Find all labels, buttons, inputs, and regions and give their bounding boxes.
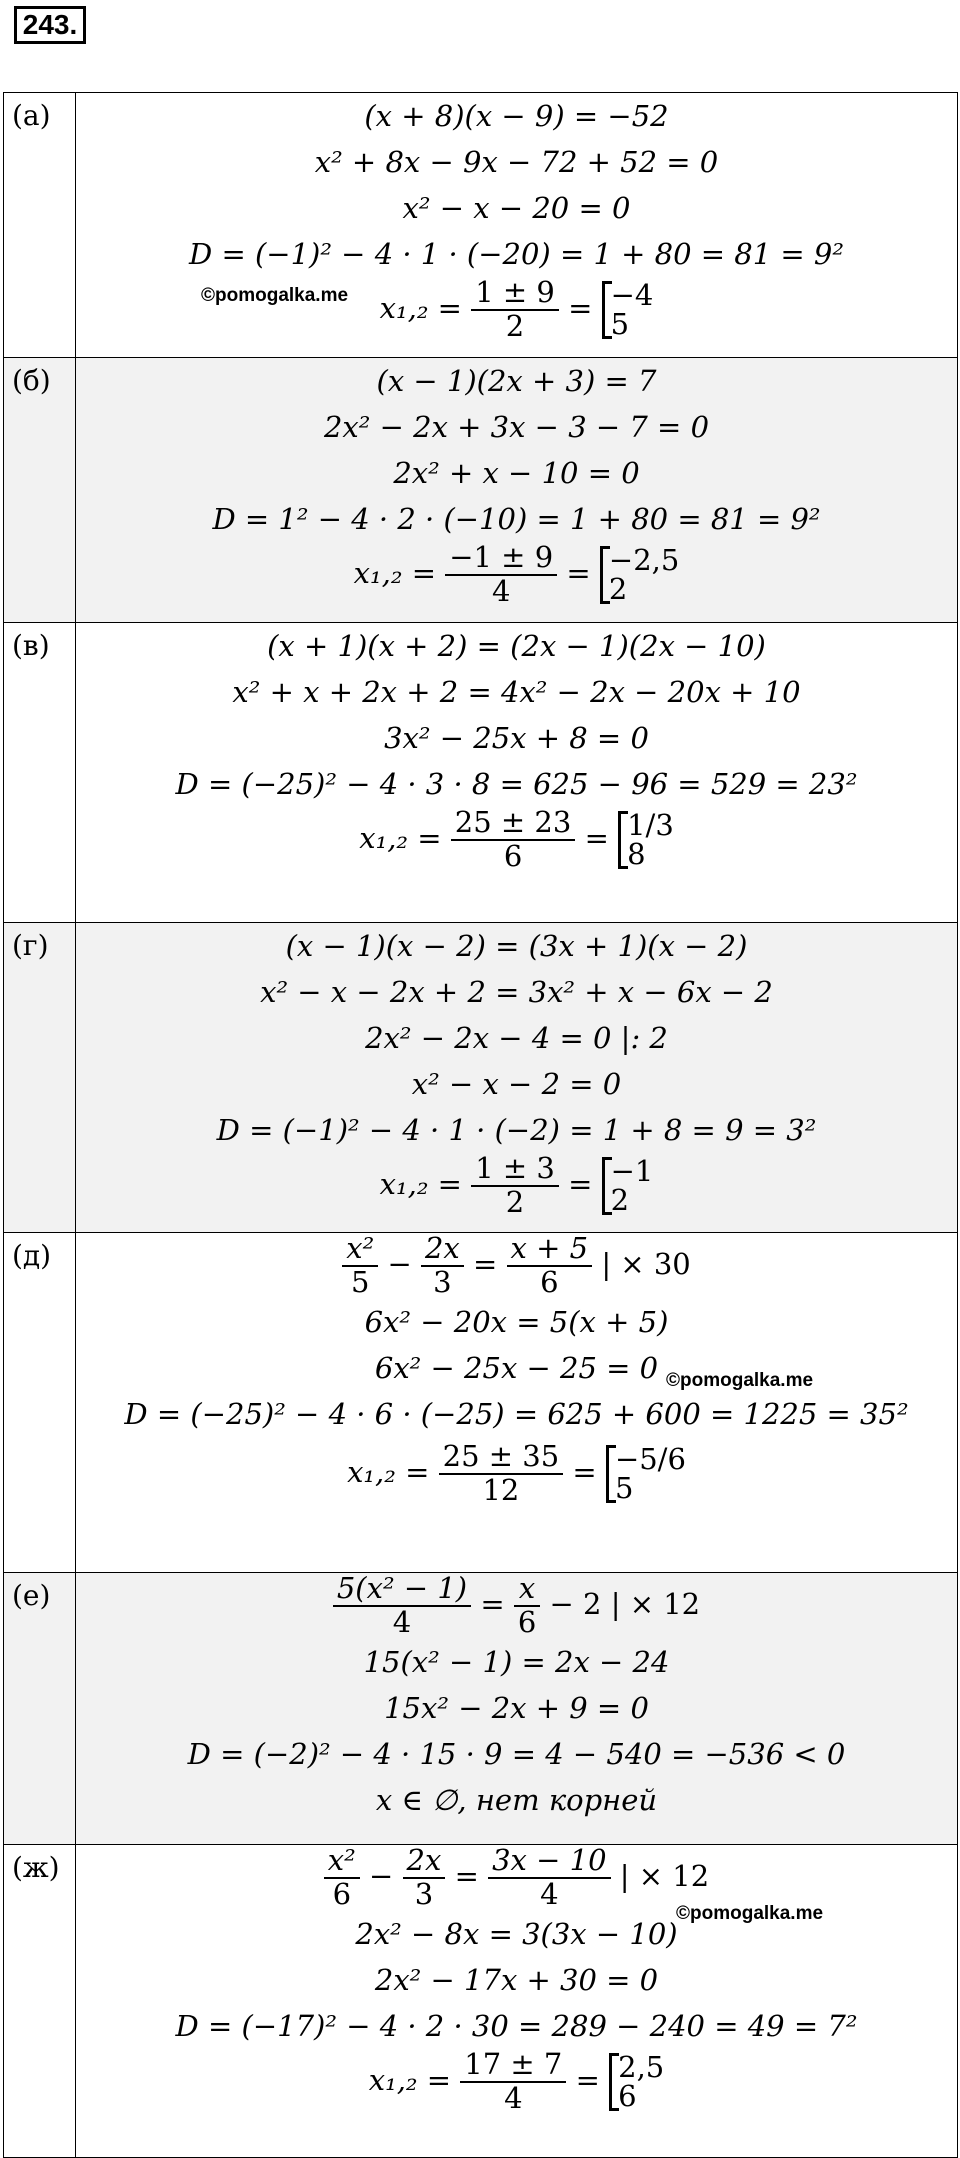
denominator: 6: [332, 1876, 352, 1911]
watermark: ©pomogalka.me: [676, 1903, 824, 1924]
root-value: 8: [627, 836, 646, 871]
numerator: x²: [342, 1233, 378, 1267]
roots-bracket: [602, 1153, 654, 1217]
numerator: 17 ± 7: [460, 2049, 566, 2083]
equation-line: 6x² − 25x − 25 = 0: [374, 1350, 659, 1385]
fraction: [488, 1845, 610, 1911]
roots-bracket: [618, 807, 674, 871]
numerator: −1 ± 9: [445, 542, 557, 576]
equation-line: D = (−17)² − 4 · 2 · 30 = 289 − 240 = 49 = 7²: [175, 2008, 858, 2043]
numerator: 2x: [403, 1845, 446, 1879]
equation-line: D = (−2)² − 4 · 15 · 9 = 4 − 540 = −536 < 0: [187, 1736, 846, 1771]
head-equation: [76, 1233, 957, 1299]
denominator: 4: [540, 1876, 559, 1911]
denominator: 4: [491, 573, 511, 608]
numerator: 1 ± 9: [471, 277, 559, 311]
equation-line: 2x² − 2x + 3x − 3 − 7 = 0: [323, 410, 710, 444]
equation-line: 3x² − 25x + 8 = 0: [384, 721, 649, 755]
part-label: (ж): [4, 1845, 76, 2158]
fraction: [514, 1573, 540, 1639]
equation-line: (x + 1)(x + 2) = (2x − 1)(2x − 10): [267, 629, 766, 663]
part-body: [76, 623, 958, 923]
numerator: x + 5: [507, 1233, 593, 1267]
roots-lhs: x₁,₂ =: [368, 2062, 452, 2097]
equation-line: x² − x − 2x + 2 = 3x² + x − 6x − 2: [260, 975, 773, 1009]
denominator: 4: [504, 2080, 523, 2115]
part-body: [76, 1845, 958, 2158]
root-value: 1/3: [627, 807, 674, 842]
operator: −: [369, 1858, 394, 1893]
part-b-row: [4, 358, 958, 623]
roots-fraction: [445, 542, 557, 608]
equation-line: 2x² − 17x + 30 = 0: [374, 1962, 659, 1997]
part-label: (г): [4, 923, 76, 1233]
part-body: [76, 1573, 958, 1845]
part-body: [76, 358, 958, 623]
head-tail: | × 12: [619, 1858, 710, 1893]
root-value: 5: [614, 1470, 634, 1505]
roots-line: x₁,₂ = $\frac{-1 \pm 9}{4}$ = −2,5 2: [353, 540, 680, 608]
denominator: 3: [433, 1264, 452, 1299]
part-a-row: [4, 93, 958, 358]
root-value: −4: [610, 277, 654, 312]
equation-line: (x − 1)(2x + 3) = 7: [376, 364, 657, 398]
roots-line: x₁,₂ = $\frac{1 \pm 3}{2}$ = −1 2: [379, 1151, 654, 1219]
operator: =: [454, 1858, 479, 1893]
part-body: [76, 1233, 958, 1573]
numerator: 1 ± 3: [471, 1153, 559, 1187]
solution-table: [3, 92, 958, 2158]
equation-line: 2x² − 8x = 3(3x − 10): [355, 1916, 678, 1951]
numerator: 3x − 10: [488, 1845, 610, 1879]
denominator: 12: [482, 1472, 520, 1507]
equation-line: x² − x − 20 = 0: [402, 191, 631, 225]
root-value: 2: [608, 571, 628, 606]
denominator: 2: [505, 308, 525, 343]
head-equation: [76, 1573, 957, 1639]
equation-line: x² − x − 2 = 0: [411, 1067, 622, 1101]
root-value: −2,5: [608, 542, 680, 577]
roots-fraction: [471, 277, 559, 343]
root-value: 6: [618, 2078, 637, 2113]
roots-line: x₁,₂ = $\frac{1 \pm 9}{2}$ = −4 5: [379, 275, 654, 343]
operator: −: [387, 1246, 412, 1281]
equation-line: (x + 8)(x − 9) = −52: [364, 99, 669, 133]
numerator: 25 ± 35: [439, 1441, 564, 1475]
roots-bracket: [600, 542, 680, 606]
roots-lhs: x₁,₂ =: [347, 1454, 430, 1489]
head-equation: [76, 1845, 957, 1911]
fraction: [403, 1845, 446, 1911]
part-body: [76, 923, 958, 1233]
part-v-row: [4, 623, 958, 923]
roots-fraction: [451, 807, 576, 873]
equation-line: x² + 8x − 9x − 72 + 52 = 0: [314, 145, 719, 179]
operator: =: [473, 1246, 498, 1281]
part-label: (а): [4, 93, 76, 358]
equation-line: (x − 1)(x − 2) = (3x + 1)(x − 2): [285, 929, 748, 963]
roots-line: x₁,₂ = $\frac{17 \pm 7}{4}$ = 2,5 6: [368, 2046, 665, 2115]
problem-number: 243.: [14, 6, 86, 44]
operator: =: [480, 1586, 505, 1621]
watermark: ©pomogalka.me: [201, 285, 349, 306]
roots-bracket: [609, 2049, 665, 2113]
roots-bracket: [602, 277, 654, 341]
roots-line: x₁,₂ = $\frac{25 \pm 35}{12}$ = −5/6 5: [347, 1438, 686, 1507]
root-value: 5: [610, 306, 630, 341]
numerator: x: [514, 1573, 540, 1607]
part-d-row: [4, 1233, 958, 1573]
numerator: 5(x² − 1): [333, 1573, 471, 1607]
denominator: 3: [414, 1876, 434, 1911]
denominator: 6: [503, 838, 523, 873]
equation-line: D = (−1)² − 4 · 1 · (−2) = 1 + 8 = 9 = 3²: [216, 1113, 817, 1147]
fraction: [324, 1845, 360, 1911]
root-value: −5/6: [614, 1441, 686, 1476]
denominator: 5: [351, 1264, 370, 1299]
equation-line: x² + x + 2x + 2 = 4x² − 2x − 20x + 10: [232, 675, 801, 709]
roots-lhs: x₁,₂ =: [359, 820, 442, 855]
equation-line: x ∈ ∅, нет корней: [375, 1782, 658, 1817]
roots-fraction: [471, 1153, 559, 1219]
part-label: (б): [4, 358, 76, 623]
root-value: 2,5: [618, 2049, 665, 2084]
equation-line: D = 1² − 4 · 2 · (−10) = 1 + 80 = 81 = 9²: [212, 502, 821, 536]
equation-line: D = (−1)² − 4 · 1 · (−20) = 1 + 80 = 81 = 9²: [188, 237, 845, 271]
fraction: [507, 1233, 593, 1299]
denominator: 6: [517, 1604, 537, 1639]
equation-line: D = (−25)² − 4 · 6 · (−25) = 625 + 600 = 1225 = 35²: [124, 1396, 909, 1431]
roots-fraction: [439, 1438, 564, 1507]
roots-bracket: [606, 1441, 686, 1505]
numerator: 2x: [421, 1233, 464, 1267]
head-tail: | × 30: [601, 1246, 691, 1281]
roots-lhs: x₁,₂ =: [379, 290, 462, 325]
equation-line: 6x² − 20x = 5(x + 5): [364, 1304, 669, 1339]
equation-line: 15(x² − 1) = 2x − 24: [363, 1644, 670, 1679]
roots-lhs: x₁,₂ =: [379, 1166, 462, 1201]
roots-lhs: x₁,₂ =: [353, 555, 436, 590]
roots-line: x₁,₂ = $\frac{25 \pm 23}{6}$ = 1/3 8: [359, 805, 674, 873]
fraction: [333, 1573, 471, 1639]
roots-fraction: [460, 2046, 566, 2115]
part-body: [76, 93, 958, 358]
part-label: (е): [4, 1573, 76, 1845]
head-tail: − 2 | × 12: [549, 1586, 701, 1621]
denominator: 6: [540, 1264, 559, 1299]
fraction: [421, 1233, 464, 1299]
watermark: ©pomogalka.me: [666, 1370, 814, 1391]
root-value: −1: [610, 1153, 654, 1188]
part-label: (в): [4, 623, 76, 923]
part-e-row: [4, 1573, 958, 1845]
part-zh-row: [4, 1845, 958, 2158]
denominator: 4: [392, 1604, 412, 1639]
equation-line: 2x² − 2x − 4 = 0 |: 2: [365, 1021, 668, 1055]
numerator: 25 ± 23: [451, 807, 576, 841]
numerator: x²: [324, 1845, 360, 1879]
equation-line: 15x² − 2x + 9 = 0: [384, 1690, 649, 1725]
equation-line: 2x² + x − 10 = 0: [393, 456, 640, 490]
root-value: 2: [610, 1182, 630, 1217]
fraction: [342, 1233, 378, 1299]
part-g-row: [4, 923, 958, 1233]
denominator: 2: [505, 1184, 525, 1219]
equation-line: D = (−25)² − 4 · 3 · 8 = 625 − 96 = 529 = 23²: [175, 767, 858, 801]
part-label: (д): [4, 1233, 76, 1573]
